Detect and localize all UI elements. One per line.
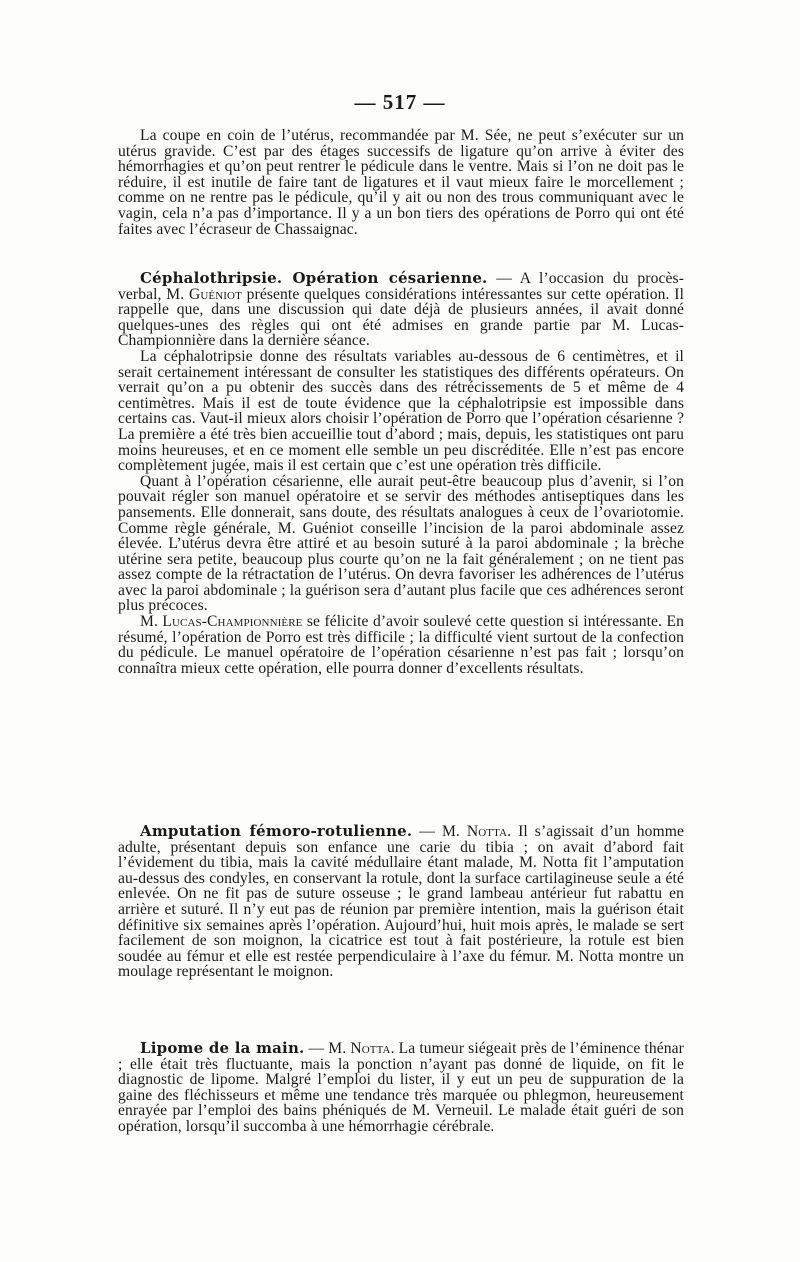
paragraph: Quant à l’opération césarienne, elle aurait peut-être beaucoup plus d’avenir, si l’on pouvait régler son manuel opératoire et se servir des méthodes antiseptiques dans les pansements. Elle donnerait, sans doute, des résultats analogues à ceux de l’ovariotomie. Comme règle générale, M. Guéniot conseille l’incision de la paroi abdominale assez élevée. L’utérus devra être attiré et au besoin suturé à la paroi abdominale ; la brèche utérine sera petite, beaucoup plus courte qu’on ne la fait généralement ; on ne tient pas assez compte de la rétractation de l’utérus. On devra favoriser les adhérences de l’utérus avec la paroi abdominale ; la guérison sera d’autant plus facile que ces adhérences seront plus précoces. (118, 472, 684, 615)
section-porro-continuation (118, 128, 684, 237)
section-heading: Céphalothripsie. Opération césarienne. (140, 269, 488, 287)
section-heading: Amputation fémoro-rotulienne. (140, 822, 413, 840)
author-name: Lucas-Championnière (162, 613, 303, 631)
section-amputation (118, 824, 684, 980)
paragraph: Amputation fémoro-rotulienne. — M. Notta. Il s’agissait d’un homme adulte, présentant depuis son enfance une carie du tibia ; on avait d’abord fait l’évidement du tibia, mais la cavité médullaire étant malade, M. Notta fit l’amputation au-dessus des condyles, en conservant la rotule, dont la surface cartilagineuse seule a été enlevée. On ne fit pas de suture osseuse ; le grand lambeau antérieur fut rabattu en arrière et suturé. Il n’y eut pas de réunion par première intention, mais la guérison était définitive six semaines après l’opération. Aujourd’hui, huit mois après, le malade se sert facilement de son moignon, la cicatrice est tout à fait postérieure, la rotule est bien soudée au fémur et elle est restée perpendiculaire à l’axe du fémur. M. Notta montre un moulage représentant le moignon. (118, 822, 684, 981)
paragraph: Céphalothripsie. Opération césarienne. — A l’occasion du procès-verbal, M. Guéniot présente quelques considérations intéressantes sur cette opération. Il rappelle que, dans une discussion qui date déjà de plusieurs années, il avait donné quelques-unes des règles qui ont été admises en grande partie par M. Lucas-Championnière dans la dernière séance. (118, 269, 684, 350)
section-lipome (118, 1041, 684, 1135)
author-name: Notta (466, 823, 508, 840)
section-cephalothripsie (118, 271, 684, 676)
author-name: Guéniot (189, 285, 242, 303)
paragraph: La céphalotripsie donne des résultats variables au-dessous de 6 centimètres, et il serait certainement intéressant de consulter les statistiques des différents opérateurs. On verrait qu’on a pu obtenir des succès dans des rétrécissements de 5 et même de 4 centimètres. Mais il est de toute évidence que la céphalotripsie est impossible dans certains cas. Vaut-il mieux alors choisir l’opération de Porro que l’opération césarienne ? La première a été très bien accueillie tout d’abord ; mais, depuis, les statistiques ont paru moins heureuses, et en ce moment elle semble un peu discréditée. Elle n’est pas encore complètement jugée, mais il est certain que c’est une opération très difficile. (118, 347, 684, 475)
page-number: — 517 — (354, 90, 446, 114)
paragraph: La coupe en coin de l’utérus, recommandée par M. Sée, ne peut s’exécuter sur un utérus gravide. C’est par des étages successifs de ligature qu’on arrive à éviter des hémorrhagies et qu’on peut rentrer le pédicule dans le ventre. Mais si l’on ne doit pas le réduire, il est inutile de faire tant de ligatures et il vaut mieux faire le morcellement ; comme on ne rentre pas le pédicule, qu’il y ait ou non des trous communiquant avec le vagin, cela n’a pas d’importance. Il y a un bon tiers des opérations de Porro qui ont été faites avec l’écraseur de Chassaignac. (118, 127, 684, 238)
author-name: Notta (350, 1040, 391, 1057)
paragraph: M. Lucas-Championnière se félicite d’avoir soulevé cette question si intéressante. En résumé, l’opération de Porro est très difficile ; la difficulté vient surtout de la confection du pédicule. Le manuel opératoire de l’opération césarienne n’est pas fait ; lorsqu’on connaîtra mieux cette opération, elle pourra donner d’excellents résultats. (118, 613, 684, 677)
section-heading: Lipome de la main. (140, 1039, 305, 1057)
paragraph: Lipome de la main. — M. Notta. La tumeur siégeait près de l’éminence thénar ; elle était très fluctuante, mais la ponction n’ayant pas donné de liquide, on fit le diagnostic de lipome. Malgré l’emploi du lister, il y eut un peu de suppuration de la gaine des fléchisseurs et même une tendance très marquée ou phlegmon, heureusement enrayée par l’emploi des bains phéniqués de M. Verneuil. Le malade était guéri de son opération, lorsqu’il succomba à une hémorrhagie cérébrale. (118, 1039, 684, 1135)
